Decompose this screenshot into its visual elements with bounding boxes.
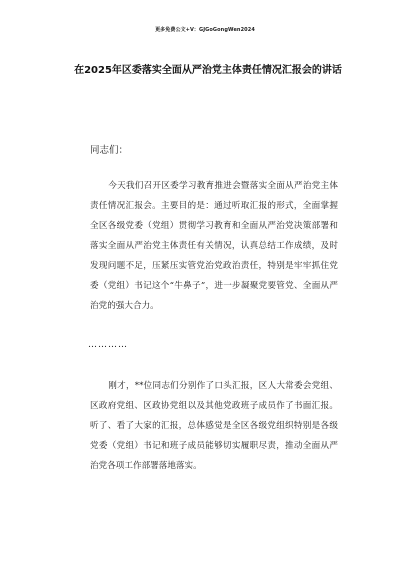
paragraph-2: [90, 376, 338, 476]
salutation: 同志们：: [90, 145, 129, 156]
paragraph-1-text: 今天我们召开区委学习教育推进会暨落实全面从严治党主体责任情况汇报会。主要目的是：通过听取汇报的形式，全面掌握全区各级党委（党组）贯彻学习教育和全面从严治党决策部署和落实全面从严治党主体责任有关情况，认真总结工作成绩，及时发现问题不足，压紧压实管党治党政治责任，特别是牢牢抓住党委（党组）书记这个“牛鼻子”，进一步凝聚党要管党、全面从严治党的强大合力。: [90, 181, 338, 311]
paragraph-2-text: 刚才，**位同志们分别作了口头汇报，区人大常委会党组、区政府党组、区政协党组以及其他党政班子成员作了书面汇报。听了、看了大家的汇报，总体感觉是全区各级党组织特别是各级党委（党组）书记和班子成员能够切实履职尽责，推动全面从严治党各项工作部署落地落实。: [90, 381, 338, 471]
document-title: 在2025年区委落实全面从严治党主体责任情况汇报会的讲话: [74, 65, 342, 76]
paragraph-1: [90, 176, 338, 316]
header-note: 更多免费公文+V：GJGoGongWen2024: [155, 27, 255, 33]
ellipsis-separator: …………: [88, 340, 128, 350]
